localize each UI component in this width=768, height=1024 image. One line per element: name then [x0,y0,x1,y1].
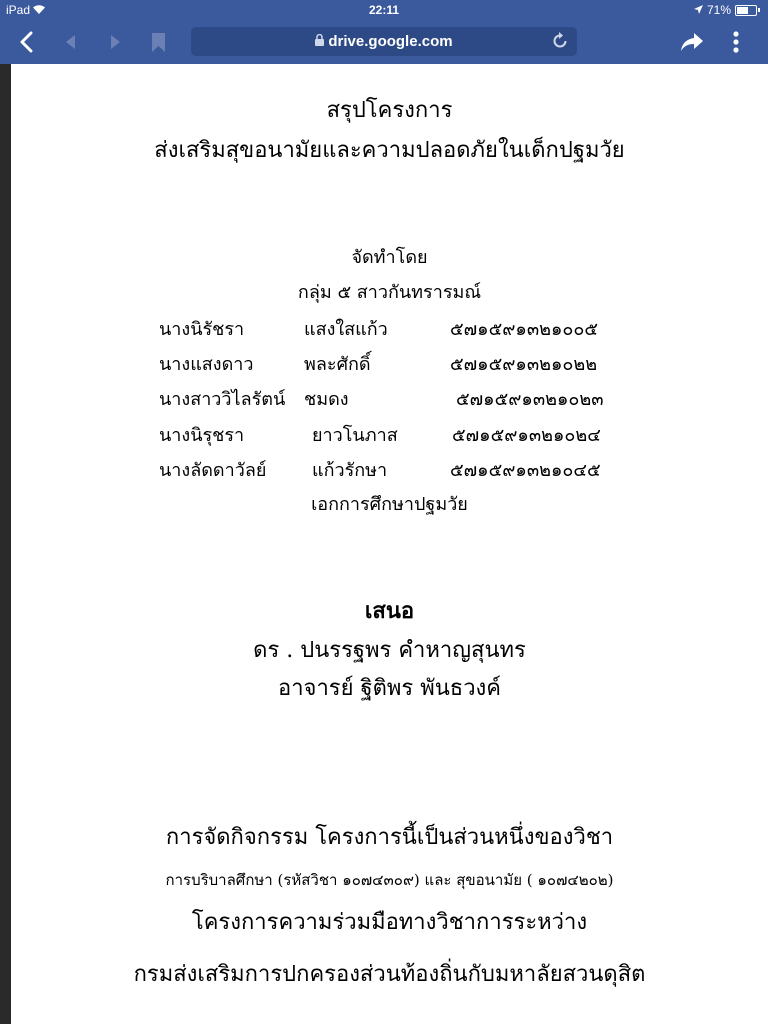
battery-percent: 71% [706,3,731,17]
member-title: นางสาววิไลรัตน์ [159,389,286,410]
battery-icon [735,5,757,16]
battery-tip [758,8,760,12]
bookmark-icon[interactable] [146,20,170,64]
advisor-name: อาจารย์ ฐิติพร พันธวงค์ [277,676,502,701]
member-title: นางแสงดาว [159,354,254,375]
status-right [694,3,760,17]
status-time: 22:11 [368,3,400,17]
present-label: เสนอ [364,598,415,624]
previous-icon[interactable] [60,20,82,64]
doc-title: สรุปโครงการ [326,98,453,123]
status-bar [0,0,768,20]
major-label: เอกการศึกษาปฐมวัย [311,494,468,515]
reload-icon[interactable] [550,31,570,55]
member-surname: พละศักดิ์ [304,354,371,375]
back-icon[interactable] [12,20,40,64]
url-text: drive.google.com [328,33,453,50]
member-id: ๕๗๑๕๙๑๓๒๑๐๒๒ [450,354,598,375]
battery-fill [737,7,748,14]
member-surname: แก้วรักษา [312,460,388,481]
lock-icon [315,33,324,50]
member-id: ๕๗๑๕๙๑๓๒๑๐๒๓ [456,389,604,410]
footer-line: การบริบาลศึกษา (รหัสวิชา ๑๐๗๔๓๐๙) และ สุขอนามัย ( ๑๐๗๔๒๐๒) [165,871,614,889]
share-icon[interactable] [678,20,706,64]
viewer-edge [0,64,11,1024]
next-icon[interactable] [104,20,126,64]
footer-line: โครงการความร่วมมือทางวิชาการระหว่าง [191,910,588,935]
member-title: นางนิรุชรา [159,425,245,446]
browser-toolbar [0,20,768,64]
member-id: ๕๗๑๕๙๑๓๒๑๐๔๕ [450,460,601,481]
footer-line: การจัดกิจกรรม โครงการนี้เป็นส่วนหนึ่งของวิชา [165,825,614,850]
url-bar[interactable] [191,27,577,56]
member-surname: แสงใสแก้ว [304,319,388,340]
device-name: iPad [6,3,31,17]
member-surname: ชมดง [304,389,349,410]
group-name: กลุ่ม ๕ สาวกันทรารมณ์ [297,282,482,303]
location-icon [694,3,703,17]
document-page [11,64,768,1024]
member-id: ๕๗๑๕๙๑๓๒๑๐๐๕ [450,319,599,340]
advisor-name: ดร . ปนรรฐพร คำหาญสุนทร [253,638,526,663]
member-id: ๕๗๑๕๙๑๓๒๑๐๒๔ [452,425,601,446]
doc-subtitle: ส่งเสริมสุขอนามัยและความปลอดภัยในเด็กปฐมวัย [154,138,625,163]
member-title: นางลัดดาวัลย์ [159,460,267,481]
made-by-label: จัดทำโดย [351,247,428,268]
member-title: นางนิรัชรา [159,319,245,340]
footer-line: กรมส่งเสริมการปกครองส่วนท้องถิ่นกับมหาลัยสวนดุสิต [133,962,646,987]
member-surname: ยาวโนภาส [312,425,398,446]
more-icon[interactable] [724,20,748,64]
